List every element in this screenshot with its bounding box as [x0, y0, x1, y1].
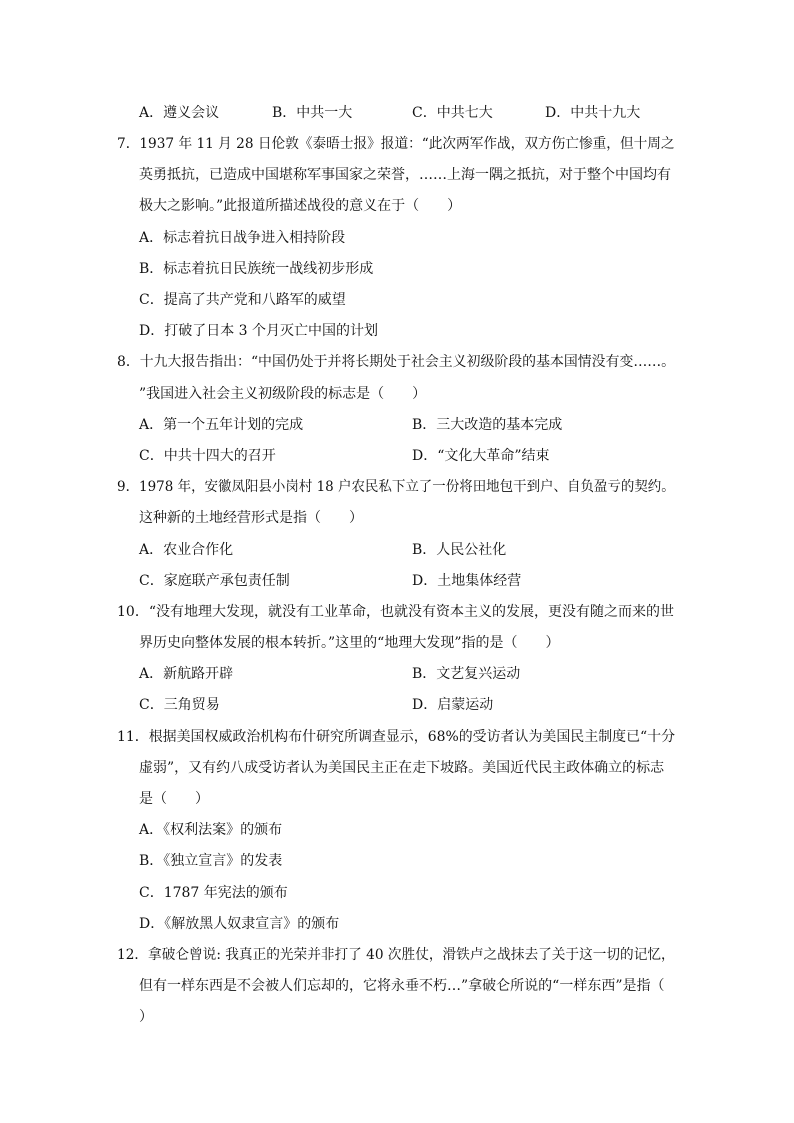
- option-c: C．1787 年宪法的颁布: [139, 885, 288, 901]
- question-stem-line: 界历史向整体发展的根本转折。”这里的“地理大发现”指的是（ ）: [139, 635, 560, 651]
- option-a: A．第一个五年计划的完成: [139, 417, 304, 433]
- option-d: D．“文化大革命”结束: [412, 448, 550, 464]
- option-b: B．人民公社化: [412, 542, 507, 558]
- option-b: B．三大改造的基本完成: [412, 417, 563, 433]
- question-stem-line: ”我国进入社会主义初级阶段的标志是（ ）: [139, 386, 427, 402]
- option-b: B．文艺复兴运动: [412, 666, 521, 682]
- option-a: A．遵义会议: [139, 105, 220, 121]
- option-c: C．三角贸易: [139, 697, 220, 713]
- question-stem-line: 10．“没有地理大发现，就没有工业革命，也就没有资本主义的发展，更没有随之而来的世: [117, 604, 674, 620]
- option-b: B．标志着抗日民族统一战线初步形成: [139, 261, 374, 277]
- question-stem-line: 是（ ）: [139, 791, 209, 807]
- option-c: C．中共十四大的召开: [139, 448, 276, 464]
- question-stem-line: 英勇抵抗，已造成中国堪称军事国家之荣誉，……上海一隅之抵抗，对于整个中国均有: [139, 167, 671, 183]
- option-d: D．《解放黑人奴隶宣言》的颁布: [139, 916, 340, 932]
- option-d: D．中共十九大: [545, 105, 641, 121]
- option-d: D．打破了日本 3 个月灭亡中国的计划: [139, 323, 379, 339]
- question-stem-line: 11．根据美国权威政治机构布什研究所调查显示，68%的受访者认为美国民主制度已“十分: [117, 729, 676, 745]
- question-stem-line: 这种新的土地经营形式是指（ ）: [139, 510, 363, 526]
- question-stem-line: 7．1937 年 11 月 28 日伦敦《泰晤士报》报道：“此次两军作战，双方伤亡惨重，但十周之: [117, 136, 675, 152]
- option-a: A．新航路开辟: [139, 666, 234, 682]
- option-b: B．中共一大: [272, 105, 353, 121]
- option-d: D．土地集体经营: [412, 573, 522, 589]
- question-stem-line: 但有一样东西是不会被人们忘却的，它将永垂不朽…”拿破仑所说的“一样东西”是指（: [139, 978, 665, 994]
- option-d: D．启蒙运动: [412, 697, 494, 713]
- question-stem-line: ）: [139, 1009, 153, 1025]
- option-c: C．提高了共产党和八路军的威望: [139, 292, 346, 308]
- option-a: A．农业合作化: [139, 542, 234, 558]
- option-a: A．《权利法案》的颁布: [139, 822, 283, 838]
- question-stem-line: 12．拿破仑曾说: 我真正的光荣并非打了 40 次胜仗，滑铁卢之战抹去了关于这一切的记忆，: [117, 947, 675, 963]
- question-stem-line: 8．十九大报告指出：“中国仍处于并将长期处于社会主义初级阶段的基本国情没有变……。: [117, 354, 676, 370]
- option-c: C．家庭联产承包责任制: [139, 573, 290, 589]
- question-stem-line: 9．1978 年，安徽凤阳县小岗村 18 户农民私下立了一份将田地包干到户、自负盈亏的契约。: [117, 479, 675, 495]
- question-stem-line: 极大之影响。”此报道所描述战役的意义在于（ ）: [139, 198, 462, 214]
- option-c: C．中共七大: [412, 105, 493, 121]
- question-stem-line: 虚弱”，又有约八成受访者认为美国民主正在走下坡路。美国近代民主政体确立的标志: [139, 760, 665, 776]
- option-a: A．标志着抗日战争进入相持阶段: [139, 230, 346, 246]
- option-b: B．《独立宣言》的发表: [139, 853, 283, 869]
